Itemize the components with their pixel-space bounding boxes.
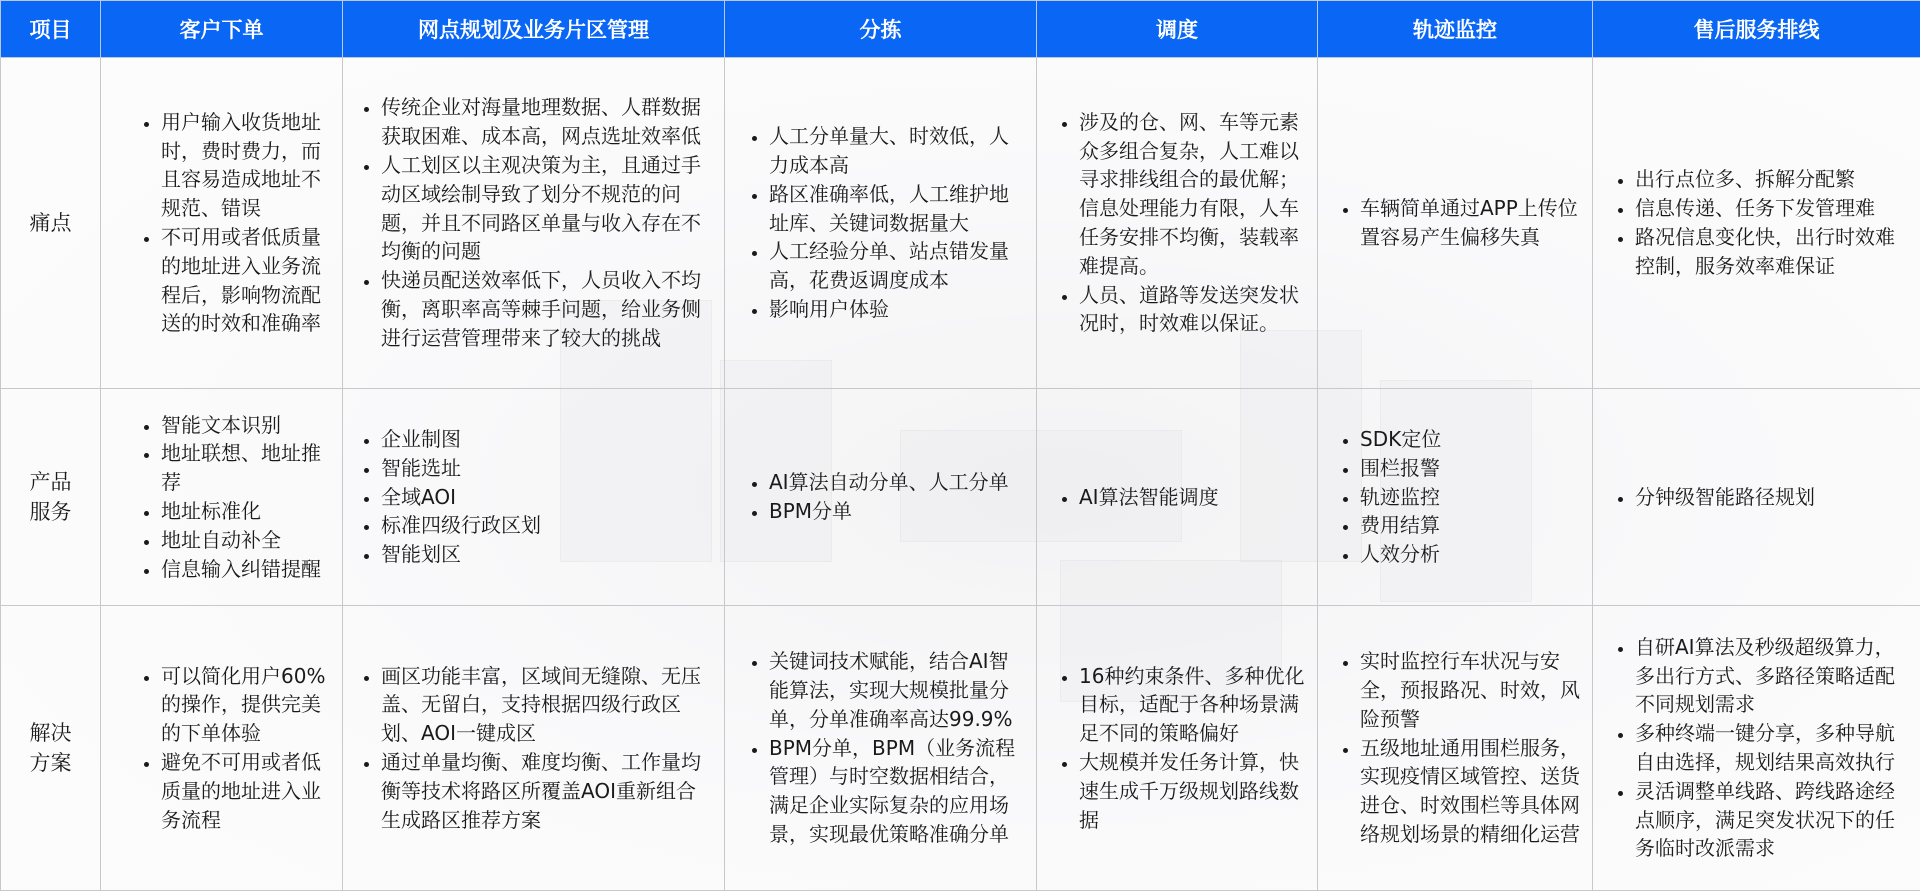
list-item: • 智能选址 [381, 454, 714, 483]
row-label-pain-points [1, 58, 101, 389]
list-item: • 围栏报警 [1360, 454, 1582, 483]
cell [101, 606, 343, 891]
list-item: • 出行点位多、拆解分配繁 [1635, 165, 1910, 194]
list-item: • 灵活调整单线路、跨线路途经点顺序，满足突发状况下的任务临时改派需求 [1635, 777, 1910, 863]
cell [1037, 58, 1318, 389]
list-item: • 分钟级智能路径规划 [1635, 483, 1910, 512]
cell [1593, 606, 1920, 891]
list-item: • 传统企业对海量地理数据、人群数据获取困难、成本高，网点选址效率低 [381, 93, 714, 151]
list-item: • 费用结算 [1360, 511, 1582, 540]
bullet-list [101, 411, 332, 584]
bullet-list [1593, 483, 1910, 512]
bullet-list [343, 93, 714, 352]
list-item: • 人员、道路等发送突发状况时，时效难以保证。 [1079, 281, 1307, 339]
row-label-text: 痛点 [28, 208, 72, 238]
list-item: • 快递员配送效率低下，人员收入不均衡，离职率高等棘手问题，给业务侧进行运营管理带来了较大的挑战 [381, 266, 714, 352]
cell [1593, 389, 1920, 606]
list-item: • 人工划区以主观决策为主，且通过手动区域绘制导致了划分不规范的问题，并且不同路区单量与收入存在不均衡的问题 [381, 151, 714, 266]
header-row [1, 1, 1920, 58]
bullet-list [343, 662, 714, 835]
cell [725, 389, 1037, 606]
list-item: • 全域AOI [381, 483, 714, 512]
list-item: • 路况信息变化快，出行时效难控制，服务效率难保证 [1635, 223, 1910, 281]
list-item: • 可以简化用户60%的操作，提供完美的下单体验 [161, 662, 332, 748]
row-label-text: 产品服务 [28, 467, 72, 527]
list-item: • 人工分单量大、时效低，人力成本高 [769, 122, 1026, 180]
bullet-list [1593, 165, 1910, 280]
header-cell: 售后服务排线 [1593, 1, 1920, 58]
bullet-list [725, 647, 1026, 849]
list-item: • 智能划区 [381, 540, 714, 569]
bullet-list [1593, 633, 1910, 863]
list-item: • 实时监控行车状况与安全，预报路况、时效，风险预警 [1360, 647, 1582, 733]
list-item: • BPM分单，BPM（业务流程管理）与时空数据相结合，满足企业实际复杂的应用场景，实现最优策略准确分单 [769, 734, 1026, 849]
list-item: • 企业制图 [381, 425, 714, 454]
cell [101, 58, 343, 389]
list-item: • 通过单量均衡、难度均衡、工作量均衡等技术将路区所覆盖AOI重新组合生成路区推荐方案 [381, 748, 714, 834]
list-item: • 路区准确率低，人工维护地址库、关键词数据量大 [769, 180, 1026, 238]
list-item: • 大规模并发任务计算，快速生成千万级规划路线数据 [1079, 748, 1307, 834]
row-label-products [1, 389, 101, 606]
list-item: • 信息传递、任务下发管理难 [1635, 194, 1910, 223]
cell [1318, 606, 1593, 891]
header-cell: 项目 [1, 1, 101, 58]
list-item: • 地址标准化 [161, 497, 332, 526]
list-item: • 16种约束条件、多种优化目标，适配于各种场景满足不同的策略偏好 [1079, 662, 1307, 748]
bullet-list [1037, 108, 1307, 338]
cell [725, 606, 1037, 891]
cell [1593, 58, 1920, 389]
list-item: • 不可用或者低质量的地址进入业务流程后，影响物流配送的时效和准确率 [161, 223, 332, 338]
bullet-list [725, 468, 1026, 526]
header-cell: 网点规划及业务片区管理 [343, 1, 725, 58]
list-item: • 标准四级行政区划 [381, 511, 714, 540]
cell [1318, 58, 1593, 389]
bullet-list [1037, 483, 1307, 512]
list-item: • 人效分析 [1360, 540, 1582, 569]
list-item: • 关键词技术赋能，结合AI智能算法，实现大规模批量分单，分单准确率高达99.9% [769, 647, 1026, 733]
cell [101, 389, 343, 606]
header-cell: 客户下单 [101, 1, 343, 58]
list-item: • 人工经验分单、站点错发量高，花费返调度成本 [769, 237, 1026, 295]
list-item: • 地址自动补全 [161, 526, 332, 555]
list-item: • 自研AI算法及秒级超级算力，多出行方式、多路径策略适配不同规划需求 [1635, 633, 1910, 719]
cell [1318, 389, 1593, 606]
table-row-pain-points [1, 58, 1920, 389]
list-item: • 多种终端一键分享，多种导航自由选择，规划结果高效执行 [1635, 719, 1910, 777]
list-item: • 画区功能丰富，区域间无缝隙、无压盖、无留白，支持根据四级行政区划、AOI一键成区 [381, 662, 714, 748]
bullet-list [725, 122, 1026, 324]
list-item: • 轨迹监控 [1360, 483, 1582, 512]
row-label-text: 解决方案 [28, 718, 72, 778]
bullet-list [343, 425, 714, 569]
list-item: • AI算法智能调度 [1079, 483, 1307, 512]
list-item: • 涉及的仓、网、车等元素众多组合复杂，人工难以寻求排线组合的最优解；信息处理能力有限，人车任务安排不均衡，装载率难提高。 [1079, 108, 1307, 281]
header-cell: 轨迹监控 [1318, 1, 1593, 58]
list-item: • 智能文本识别 [161, 411, 332, 440]
list-item: • 避免不可用或者低质量的地址进入业务流程 [161, 748, 332, 834]
list-item: • 影响用户体验 [769, 295, 1026, 324]
cell [1037, 606, 1318, 891]
bullet-list [1318, 194, 1582, 252]
cell [343, 58, 725, 389]
header-cell: 分拣 [725, 1, 1037, 58]
cell [343, 389, 725, 606]
cell [725, 58, 1037, 389]
header-cell: 调度 [1037, 1, 1318, 58]
list-item: • 五级地址通用围栏服务，实现疫情区域管控、送货进仓、时效围栏等具体网络规划场景的精细化运营 [1360, 734, 1582, 849]
list-item: • 信息输入纠错提醒 [161, 555, 332, 584]
cell [343, 606, 725, 891]
table-row-solutions [1, 606, 1920, 891]
list-item: • BPM分单 [769, 497, 1026, 526]
list-item: • SDK定位 [1360, 425, 1582, 454]
list-item: • 地址联想、地址推荐 [161, 439, 332, 497]
row-label-solutions [1, 606, 101, 891]
list-item: • 车辆简单通过APP上传位置容易产生偏移失真 [1360, 194, 1582, 252]
bullet-list [1318, 425, 1582, 569]
cell [1037, 389, 1318, 606]
table-row-products [1, 389, 1920, 606]
bullet-list [1318, 647, 1582, 849]
bullet-list [101, 662, 332, 835]
list-item: • AI算法自动分单、人工分单 [769, 468, 1026, 497]
list-item: • 用户输入收货地址时，费时费力，而且容易造成地址不规范、错误 [161, 108, 332, 223]
bullet-list [101, 108, 332, 338]
bullet-list [1037, 662, 1307, 835]
